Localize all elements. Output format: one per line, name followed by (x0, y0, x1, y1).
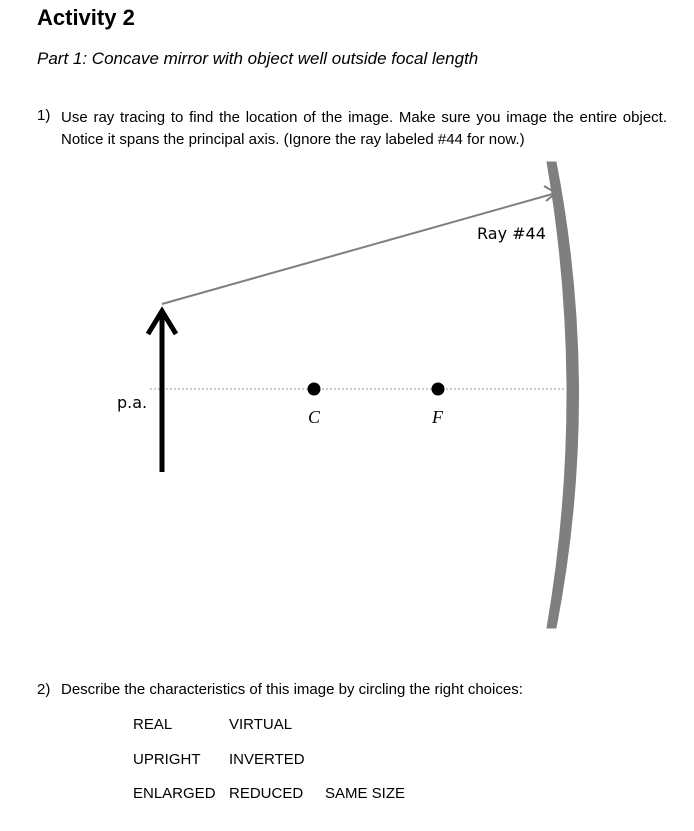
choice-reduced[interactable]: REDUCED (229, 785, 304, 802)
focal-point-label: F (432, 407, 443, 427)
principal-axis-label: p.a. (117, 393, 148, 412)
ray-44-label: Ray #44 (477, 224, 546, 243)
question-2-text: Describe the characteristics of this image by circling the right choices: (61, 681, 523, 698)
question-1-text: Use ray tracing to find the location of the image. Make sure you image the entire object. Notice it spans the principal axis. (Ignore the ray labeled #44 for now.) (61, 109, 667, 148)
center-of-curvature-label: C (308, 407, 321, 427)
ray-44-line (162, 193, 556, 304)
choice-inverted[interactable]: INVERTED (229, 751, 305, 768)
concave-mirror (547, 162, 579, 628)
focal-point (432, 383, 445, 396)
choice-virtual[interactable]: VIRTUAL (229, 716, 293, 733)
choice-same-size[interactable]: SAME SIZE (325, 785, 406, 802)
question-2-number: 2) (37, 681, 51, 698)
choice-enlarged[interactable]: ENLARGED (133, 785, 216, 802)
center-of-curvature-point (308, 383, 321, 396)
choice-real[interactable]: REAL (133, 716, 173, 733)
choice-upright[interactable]: UPRIGHT (133, 751, 201, 768)
question-1-number: 1) (37, 107, 51, 124)
activity-title: Activity 2 (37, 5, 135, 30)
part-heading: Part 1: Concave mirror with object well outside focal length (37, 49, 479, 68)
